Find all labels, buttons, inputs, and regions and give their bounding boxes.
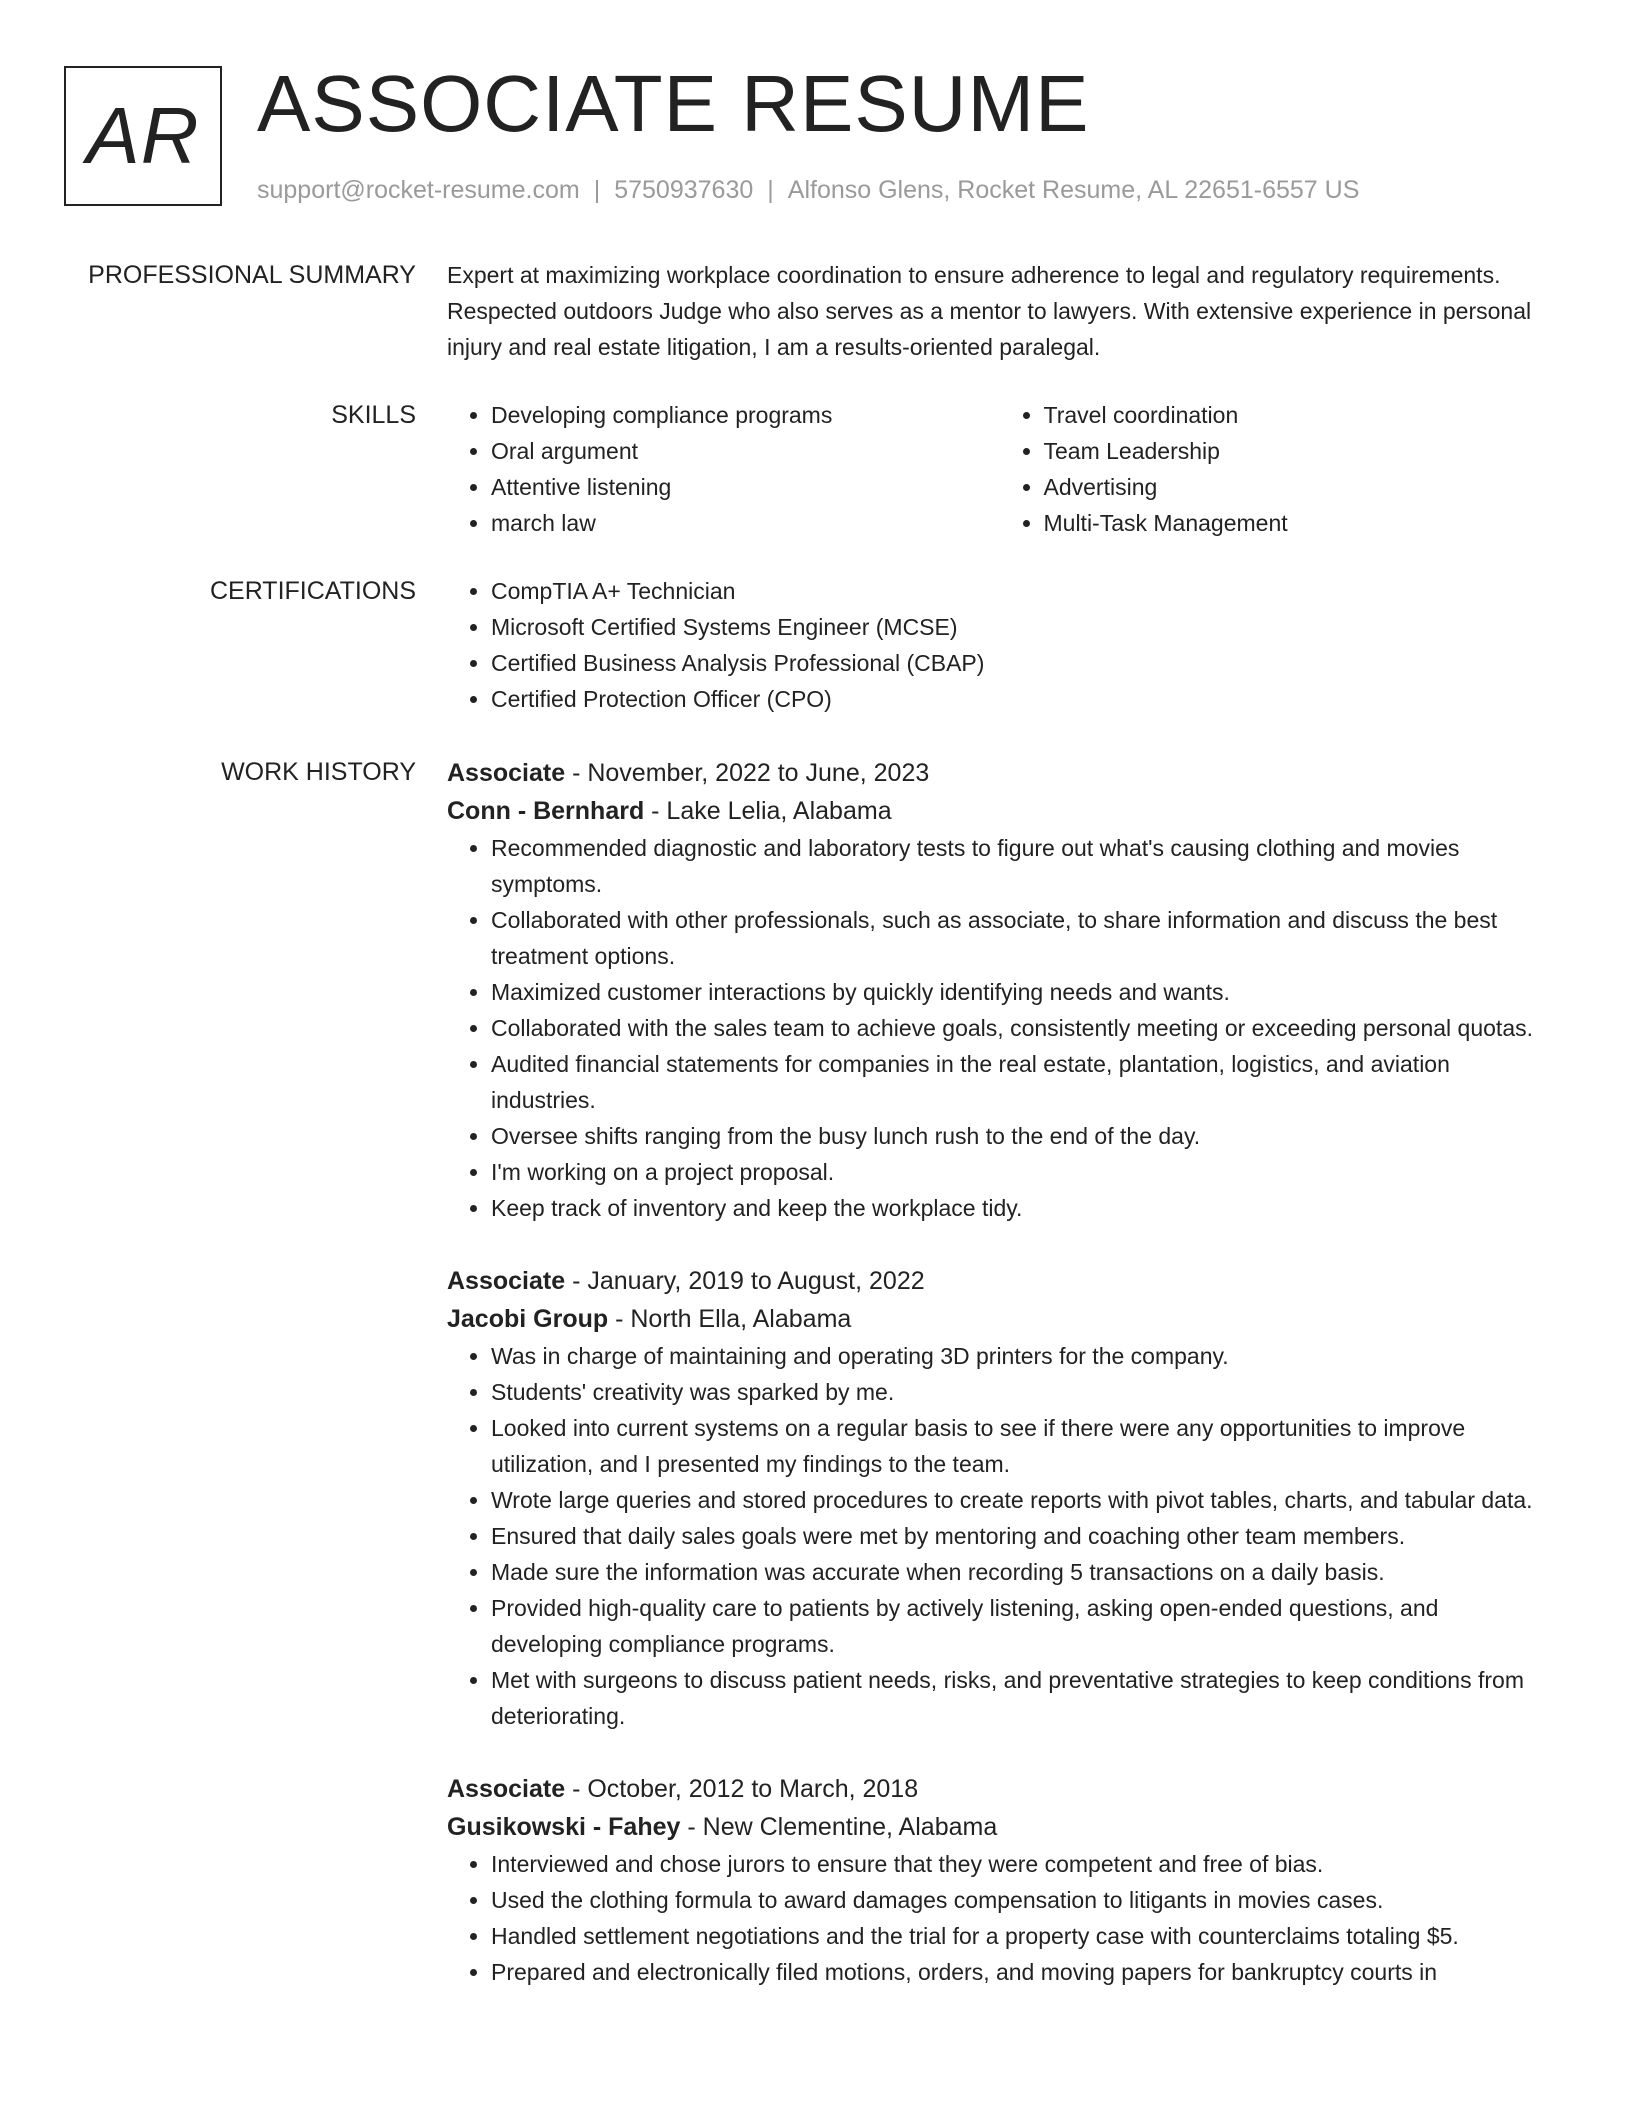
contact-email: support@rocket-resume.com xyxy=(257,176,580,204)
skill-item: • Attentive listening xyxy=(491,469,1000,505)
skill-item: • Advertising xyxy=(1044,469,1553,505)
job-title-line xyxy=(447,1770,1552,1808)
skill-item: • Multi-Task Management xyxy=(1044,505,1553,541)
job-title: Associate xyxy=(447,1775,566,1803)
job-company-line xyxy=(447,792,1552,830)
job-bullet: • Provided high-quality care to patients by actively listening, asking open-ended questions, and developing compliance programs. xyxy=(491,1590,1552,1662)
job-bullet: • Interviewed and chose jurors to ensure that they were competent and free of bias. xyxy=(491,1846,1552,1882)
job-bullet: • Collaborated with other professionals, such as associate, to share information and discuss the best treatment options. xyxy=(491,902,1552,974)
certification-item: • Microsoft Certified Systems Engineer (MCSE) xyxy=(491,609,1552,645)
skill-item: • Oral argument xyxy=(491,433,1000,469)
job-bullet: • Ensured that daily sales goals were met by mentoring and coaching other team members. xyxy=(491,1518,1552,1554)
contact-line xyxy=(257,176,1359,205)
job-company: Conn - Bernhard xyxy=(447,797,645,825)
job-bullet: • Oversee shifts ranging from the busy lunch rush to the end of the day. xyxy=(491,1118,1552,1154)
job-entry xyxy=(447,1770,1552,1990)
skill-item: • march law xyxy=(491,505,1000,541)
contact-phone: 5750937630 xyxy=(614,176,754,204)
job-bullet: • Made sure the information was accurate when recording 5 transactions on a daily basis. xyxy=(491,1554,1552,1590)
work-history-body xyxy=(447,754,1552,2026)
certification-item: • Certified Business Analysis Professional (CBAP) xyxy=(491,645,1552,681)
skill-item: • Developing compliance programs xyxy=(491,397,1000,433)
job-title: Associate xyxy=(447,759,566,787)
job-dates: - October, 2012 to March, 2018 xyxy=(565,1775,919,1803)
job-bullet: • Recommended diagnostic and laboratory tests to figure out what's causing clothing and movies symptoms. xyxy=(491,830,1552,902)
job-title-line xyxy=(447,1262,1552,1300)
skills-label: SKILLS xyxy=(331,401,416,429)
skills-body xyxy=(447,397,1552,541)
job-bullet-list xyxy=(447,1338,1552,1734)
monogram-logo: AR xyxy=(64,66,222,206)
certifications-list xyxy=(447,573,1552,717)
job-bullet: • Audited financial statements for companies in the real estate, plantation, logistics, and aviation industries. xyxy=(491,1046,1552,1118)
job-bullet: • Collaborated with the sales team to achieve goals, consistently meeting or exceeding personal quotas. xyxy=(491,1010,1552,1046)
contact-separator: | xyxy=(767,176,774,204)
skill-item: • Travel coordination xyxy=(1044,397,1553,433)
skill-item: • Team Leadership xyxy=(1044,433,1553,469)
job-bullet: • Met with surgeons to discuss patient needs, risks, and preventative strategies to keep conditions from deteriorating. xyxy=(491,1662,1552,1734)
job-bullet-list xyxy=(447,1846,1552,1990)
job-bullet-list xyxy=(447,830,1552,1226)
job-bullet: • I'm working on a project proposal. xyxy=(491,1154,1552,1190)
contact-separator: | xyxy=(593,176,601,204)
job-bullet: • Keep track of inventory and keep the workplace tidy. xyxy=(491,1190,1552,1226)
certifications-label: CERTIFICATIONS xyxy=(209,577,416,605)
job-bullet: • Used the clothing formula to award damages compensation to litigants in movies cases. xyxy=(491,1882,1552,1918)
job-dates: - November, 2022 to June, 2023 xyxy=(565,759,930,787)
job-bullet: • Was in charge of maintaining and operating 3D printers for the company. xyxy=(491,1338,1552,1374)
job-bullet: • Wrote large queries and stored procedures to create reports with pivot tables, charts, and tabular data. xyxy=(491,1482,1552,1518)
contact-address: Alfonso Glens, Rocket Resume, AL 22651-6557 US xyxy=(787,176,1360,204)
job-entry xyxy=(447,1262,1552,1734)
job-bullet: • Looked into current systems on a regular basis to see if there were any opportunities to improve utilization, and I presented my findings to the team. xyxy=(491,1410,1552,1482)
job-dates: - January, 2019 to August, 2022 xyxy=(565,1267,925,1295)
work-history-label: WORK HISTORY xyxy=(221,758,416,786)
summary-text: Expert at maximizing workplace coordination to ensure adherence to legal and regulatory requirements. Respected outdoors Judge who also serves as a mentor to lawyers. With extensive experience in personal injury and real estate litigation, I am a results-oriented paralegal. xyxy=(447,262,1532,360)
job-entry xyxy=(447,754,1552,1226)
job-title-line xyxy=(447,754,1552,792)
skills-list-left xyxy=(447,397,1000,541)
certifications-body xyxy=(447,573,1552,717)
job-company: Gusikowski - Fahey xyxy=(447,1813,681,1841)
skills-list-right xyxy=(1000,397,1553,541)
job-location: - Lake Lelia, Alabama xyxy=(644,797,892,825)
resume-name: ASSOCIATE RESUME xyxy=(257,59,1090,148)
job-company-line xyxy=(447,1300,1552,1338)
job-bullet: • Maximized customer interactions by quickly identifying needs and wants. xyxy=(491,974,1552,1010)
job-bullet: • Students' creativity was sparked by me. xyxy=(491,1374,1552,1410)
job-title: Associate xyxy=(447,1267,566,1295)
summary-label: PROFESSIONAL SUMMARY xyxy=(88,261,416,289)
job-bullet: • Prepared and electronically filed motions, orders, and moving papers for bankruptcy courts in xyxy=(491,1954,1552,1990)
job-bullet: • Handled settlement negotiations and the trial for a property case with counterclaims totaling $5. xyxy=(491,1918,1552,1954)
resume-header xyxy=(64,59,1564,209)
job-location: - North Ella, Alabama xyxy=(608,1305,852,1333)
certification-item: • Certified Protection Officer (CPO) xyxy=(491,681,1552,717)
certification-item: • CompTIA A+ Technician xyxy=(491,573,1552,609)
summary-body xyxy=(447,257,1552,365)
job-company-line xyxy=(447,1808,1552,1846)
job-location: - New Clementine, Alabama xyxy=(680,1813,998,1841)
job-company: Jacobi Group xyxy=(447,1305,609,1333)
